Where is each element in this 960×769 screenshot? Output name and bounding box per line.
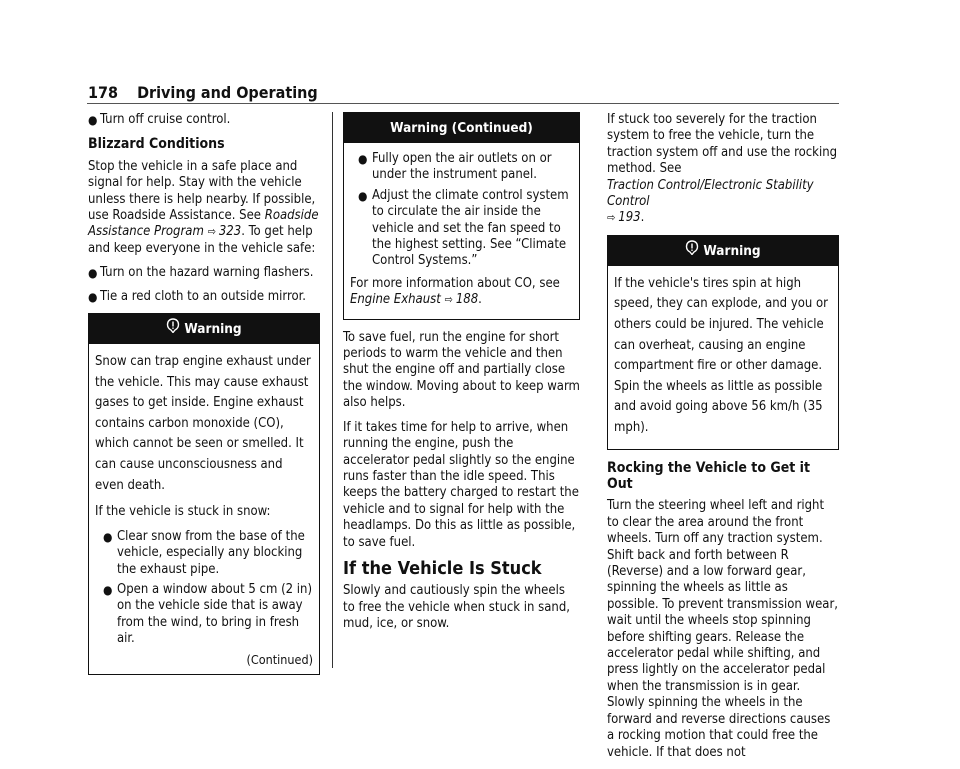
- warning-text: For more information about CO, see: [350, 275, 560, 291]
- warning-text: Snow can trap engine exhaust under the vehicle. This may cause exhaust gases to get inside. Engine exhaust contains carbon monoxide (CO), which cannot be seen or smelled. It can cause unconsciousness and even death.: [95, 354, 311, 493]
- bullet-icon: ●: [103, 529, 113, 544]
- column-2: [343, 112, 580, 641]
- warning-body: [89, 344, 319, 674]
- paragraph-text: Stop the vehicle in a safe place and signal for help. Stay with the vehicle unless there is help nearby. If possible, use Roadside Assistance. See: [88, 158, 316, 224]
- list-item-text: Turn on the hazard warning flashers.: [100, 265, 314, 281]
- help-paragraph: If it takes time for help to arrive, when running the engine, push the accelerator pedal slightly so the engine runs faster than the idle speed. This keeps the battery charged to restart the vehicle and to signal for help with the headlamps. Do this as little as possible, to save fuel.: [343, 419, 579, 550]
- bullet-icon: ●: [103, 583, 113, 598]
- bullet-icon: ●: [88, 113, 98, 127]
- page-reference-icon: ⇨: [207, 225, 216, 239]
- list-item: [88, 265, 320, 281]
- list-item: [103, 582, 313, 648]
- section-title: Driving and Operating: [137, 83, 318, 102]
- engine-exhaust-link[interactable]: Engine Exhaust: [350, 292, 441, 308]
- paragraph-text: . To get help and keep everyone in the vehicle safe:: [88, 224, 316, 256]
- warning-icon: [166, 314, 180, 344]
- page-reference[interactable]: 323: [218, 224, 242, 240]
- paragraph-text: If stuck too severely for the traction system to free the vehicle, turn the traction system off and use the rocking method. See: [607, 112, 838, 177]
- page-reference[interactable]: 188: [455, 292, 479, 308]
- column-3: [607, 112, 839, 769]
- warning-header: [89, 314, 319, 344]
- continued-label: (Continued): [246, 651, 313, 667]
- page-number: 178: [88, 83, 119, 102]
- list-item-text: Adjust the climate control system to circulate the air inside the vehicle and set the fan speed to the highest setting. See “Climate Control Systems.”: [372, 187, 569, 269]
- list-item-text: Tie a red cloth to an outside mirror.: [100, 288, 306, 304]
- bullet-icon: ●: [88, 289, 98, 304]
- bullet-icon: ●: [88, 266, 98, 281]
- list-item: [103, 529, 313, 578]
- warning-text: If the vehicle's tires spin at high speed, they can explode, and you or others could be injured. The vehicle can overheat, causing an engine compartment fire or other damage. Spin the wheels as little as possible and avoid going above 56 km/h (35 mph).: [614, 275, 828, 435]
- warning-info: For more information about CO, see Engine Exhaust ⇨ 188.: [350, 275, 560, 308]
- list-item: [88, 289, 320, 305]
- list-item-text: Open a window about 5 cm (2 in) on the vehicle side that is away from the wind, to bring in fresh air.: [117, 582, 313, 647]
- rocking-paragraph: Turn the steering wheel left and right to clear the area around the front wheels. Turn off any traction system. Shift back and forth between R (Reverse) and a low forward gear, spinning the wheels as little as possible. To prevent transmission wear, wait until the wheels stop spinning before shifting gears. Release the accelerator pedal while shifting, and press lightly on the accelerator pedal when the transmission is in gear. Slowly spinning the wheels in the forward and reverse directions causes a rocking motion that could free the vehicle. If that does not: [607, 498, 838, 760]
- bullet-icon: ●: [358, 188, 368, 203]
- fuel-paragraph: To save fuel, run the engine for short periods to warm the vehicle and then shut the engine off and partially close the window. Moving about to keep warm also helps.: [343, 329, 580, 411]
- list-item: [358, 188, 573, 270]
- warning-box-continued: [343, 112, 580, 320]
- warning-body: [608, 266, 838, 449]
- stuck-paragraph: Slowly and cautiously spin the wheels to free the vehicle when stuck in sand, mud, ice, or snow.: [343, 583, 570, 632]
- warning-header: [608, 236, 838, 266]
- list-item-text: Fully open the air outlets on or under the instrument panel.: [372, 151, 552, 183]
- blizzard-paragraph: [88, 159, 320, 257]
- heading-blizzard-conditions: Blizzard Conditions: [88, 136, 225, 153]
- list-item-text: Turn off cruise control.: [100, 112, 231, 127]
- warning-icon: [685, 236, 699, 266]
- column-1: [88, 112, 320, 685]
- warning-body: [344, 143, 579, 319]
- warning-box: [607, 235, 839, 450]
- heading-rocking-vehicle: Rocking the Vehicle to Get it Out: [607, 459, 810, 492]
- page-reference-icon: ⇨: [444, 293, 453, 307]
- list-item: [358, 151, 573, 184]
- warning-text: If the vehicle is stuck in snow:: [95, 504, 271, 520]
- traction-paragraph: If stuck too severely for the traction system to free the vehicle, turn the traction system off and use the rocking method. See Traction Control/Electronic Stability Control ⇨ 193.: [607, 112, 838, 226]
- page-reference-icon: ⇨: [607, 211, 616, 225]
- heading-if-vehicle-stuck: If the Vehicle Is Stuck: [343, 557, 542, 579]
- column-divider: [332, 112, 333, 668]
- list-item: [88, 112, 320, 128]
- bullet-icon: ●: [358, 152, 368, 166]
- page-reference[interactable]: 193: [618, 210, 641, 226]
- warning-title: Warning: [184, 321, 242, 338]
- traction-control-link[interactable]: Traction Control/Electronic Stability Control: [607, 177, 814, 210]
- warning-box: [88, 313, 320, 675]
- header-rule: [87, 103, 839, 104]
- page-header: [88, 83, 318, 102]
- warning-header: Warning (Continued): [344, 113, 579, 143]
- warning-title: Warning: [703, 242, 761, 259]
- roadside-assistance-link[interactable]: Roadside Assistance Program: [88, 208, 319, 240]
- list-item-text: Clear snow from the base of the vehicle, especially any blocking the exhaust pipe.: [117, 528, 305, 577]
